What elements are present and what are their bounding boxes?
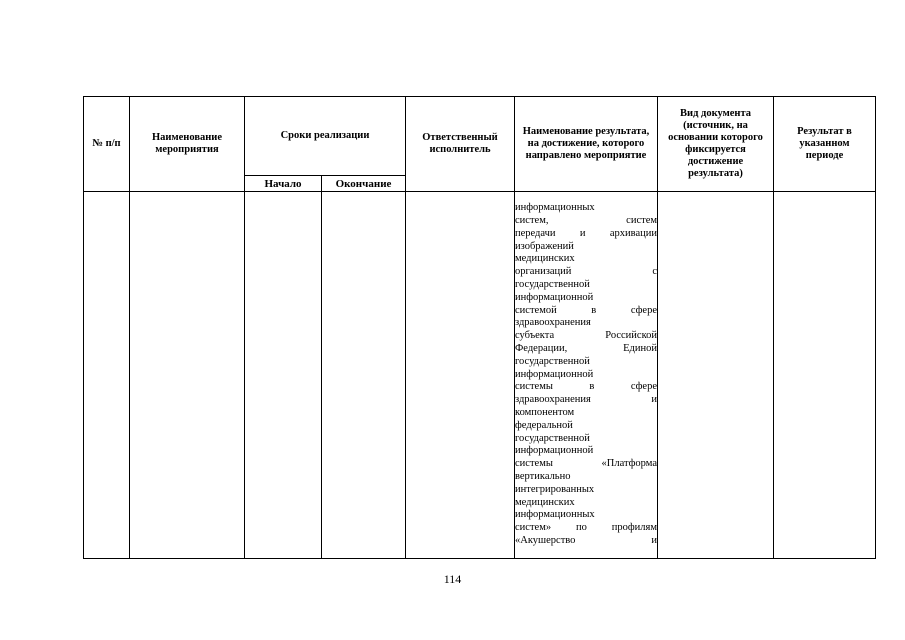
result-text-line: медицинских — [515, 496, 575, 508]
header-result-name: Наименование результата, на достижение, которого направлено мероприятие — [515, 97, 658, 192]
header-terms: Сроки реализации — [245, 97, 406, 176]
result-text-line: систем» по профилям — [515, 522, 657, 534]
result-text-line: системы «Платформа — [515, 458, 657, 470]
result-text-line: систем, систем — [515, 215, 657, 227]
result-text-line: вертикально — [515, 470, 571, 482]
cell-start — [245, 192, 322, 559]
result-text-line: информационной — [515, 445, 594, 457]
header-start: Начало — [245, 176, 322, 192]
header-responsible: Ответственный исполнитель — [406, 97, 515, 192]
result-text-line: федеральной — [515, 419, 573, 431]
result-text-line: компонентом — [515, 406, 575, 418]
result-text-line: государственной — [515, 432, 590, 444]
table-row — [84, 192, 876, 559]
header-doc-type: Вид документа (источник, на основании которого фиксируется достижение результата) — [658, 97, 774, 192]
result-text-line: системой в сфере — [515, 304, 657, 316]
result-text-line: изображений — [515, 240, 574, 252]
result-text-line: Федерации, Единой — [515, 343, 657, 354]
result-text-line: государственной — [515, 279, 590, 291]
header-name: Наименование мероприятия — [130, 97, 245, 192]
result-text-line: системы в сфере — [515, 381, 657, 393]
result-text-line: информационной — [515, 368, 594, 380]
result-text-line: медицинских — [515, 253, 575, 265]
cell-doc-type — [658, 192, 774, 559]
result-text-line: интегрированных — [515, 483, 595, 495]
header-row — [84, 97, 876, 176]
result-text-line: информационной — [515, 291, 594, 303]
header-num: № п/п — [84, 97, 130, 192]
result-text-line: государственной — [515, 355, 590, 367]
cell-result-name — [515, 192, 658, 559]
result-text-line: субъекта Российской — [515, 330, 657, 342]
header-result-period: Результат в указанном периоде — [774, 97, 876, 192]
measures-table — [83, 96, 876, 559]
result-text-line: передачи и архивации — [515, 227, 657, 239]
result-text-line: организаций с — [515, 266, 657, 278]
cell-end — [322, 192, 406, 559]
result-text-line: «Акушерство и — [515, 534, 657, 546]
result-text-line: здравоохранения и — [515, 394, 657, 406]
result-text-line: информационных — [515, 509, 595, 521]
header-end: Окончание — [322, 176, 406, 192]
page-number: 114 — [443, 572, 462, 586]
result-text-line: здравоохранения — [515, 317, 591, 329]
cell-result-period — [774, 192, 876, 559]
cell-responsible — [406, 192, 515, 559]
cell-num — [84, 192, 130, 559]
cell-name — [130, 192, 245, 559]
result-text-line: информационных — [515, 202, 595, 214]
